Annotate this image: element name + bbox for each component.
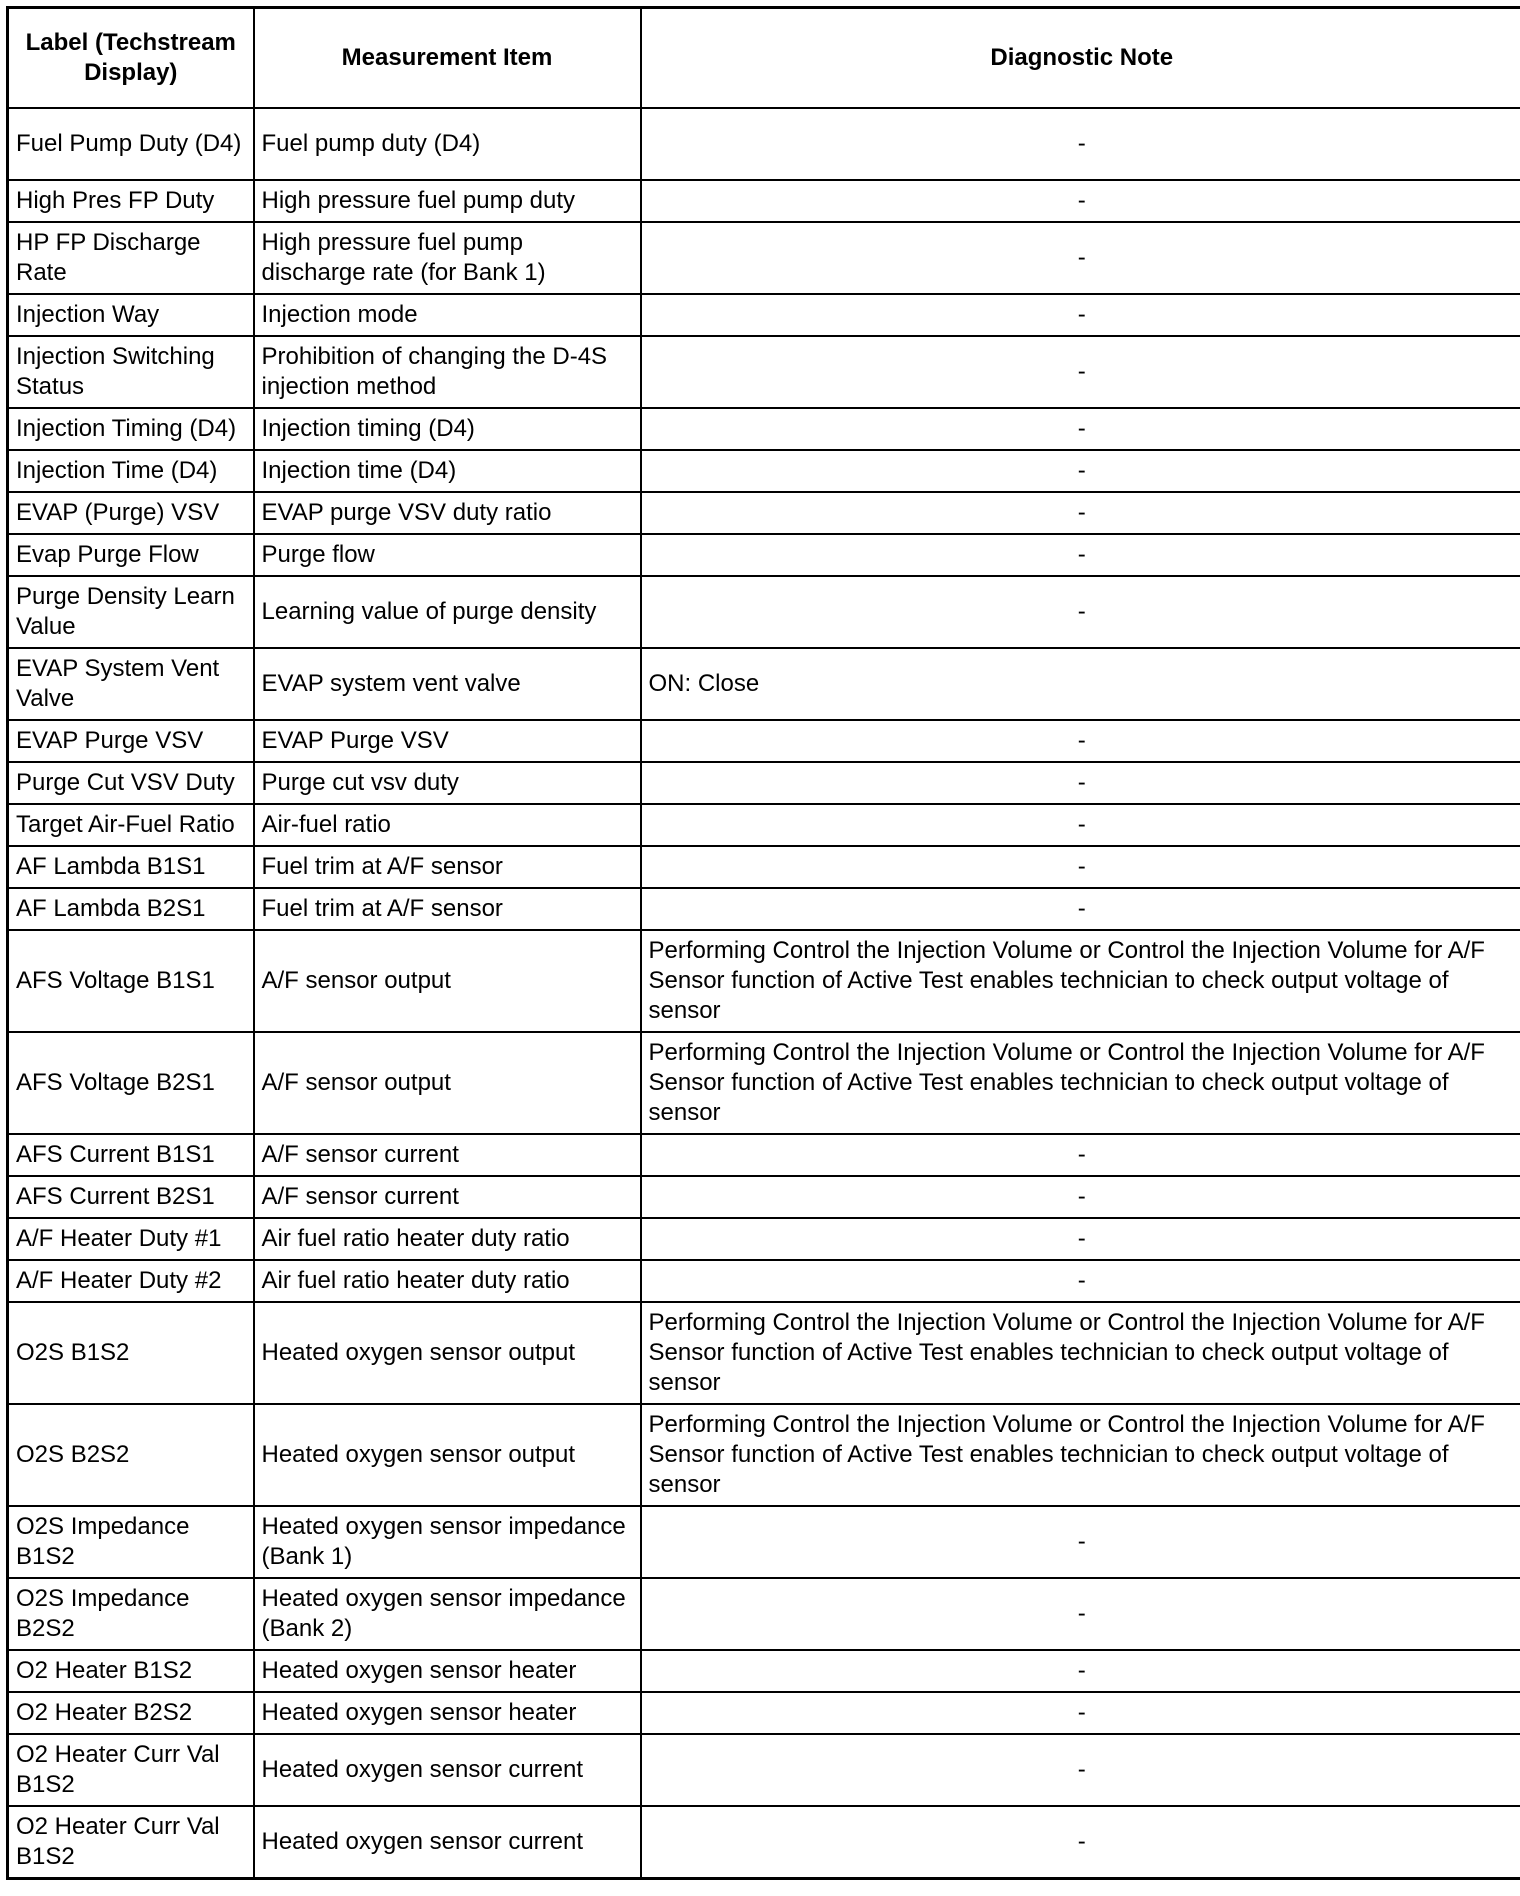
row-measurement-cell: A/F sensor output bbox=[254, 1032, 641, 1134]
row-measurement-cell: Heated oxygen sensor current bbox=[254, 1806, 641, 1879]
row-note-cell: - bbox=[641, 720, 1520, 762]
row-label-cell: AF Lambda B2S1 bbox=[8, 888, 254, 930]
row-note-cell: Performing Control the Injection Volume or Control the Injection Volume for A/F Sensor function of Active Test enables technician to check output voltage of sensor bbox=[641, 1302, 1520, 1404]
row-measurement-cell: Heated oxygen sensor impedance (Bank 2) bbox=[254, 1578, 641, 1650]
row-measurement-cell: Purge flow bbox=[254, 534, 641, 576]
row-measurement-cell: Injection mode bbox=[254, 294, 641, 336]
row-measurement-cell: EVAP Purge VSV bbox=[254, 720, 641, 762]
note-column-header: Diagnostic Note bbox=[641, 8, 1520, 109]
row-note-cell: - bbox=[641, 408, 1520, 450]
row-label-cell: HP FP Discharge Rate bbox=[8, 222, 254, 294]
table-row bbox=[8, 534, 1520, 576]
row-note-cell: Performing Control the Injection Volume or Control the Injection Volume for A/F Sensor function of Active Test enables technician to check output voltage of sensor bbox=[641, 930, 1520, 1032]
table-row bbox=[8, 804, 1520, 846]
table-row bbox=[8, 762, 1520, 804]
row-label-cell: EVAP System Vent Valve bbox=[8, 648, 254, 720]
table-row bbox=[8, 1806, 1520, 1879]
row-measurement-cell: Fuel trim at A/F sensor bbox=[254, 888, 641, 930]
row-measurement-cell: High pressure fuel pump discharge rate (for Bank 1) bbox=[254, 222, 641, 294]
data-list-sheet bbox=[6, 6, 1520, 1880]
measurement-column-header: Measurement Item bbox=[254, 8, 641, 109]
row-measurement-cell: EVAP system vent valve bbox=[254, 648, 641, 720]
row-label-cell: High Pres FP Duty bbox=[8, 180, 254, 222]
row-label-cell: O2S Impedance B1S2 bbox=[8, 1506, 254, 1578]
table-row bbox=[8, 108, 1520, 180]
row-label-cell: O2 Heater B1S2 bbox=[8, 1650, 254, 1692]
row-measurement-cell: Fuel trim at A/F sensor bbox=[254, 846, 641, 888]
row-label-cell: Evap Purge Flow bbox=[8, 534, 254, 576]
table-row bbox=[8, 720, 1520, 762]
row-measurement-cell: A/F sensor output bbox=[254, 930, 641, 1032]
label-column-header: Label (Techstream Display) bbox=[8, 8, 254, 109]
row-measurement-cell: Injection time (D4) bbox=[254, 450, 641, 492]
row-note-cell: - bbox=[641, 1806, 1520, 1879]
table-row bbox=[8, 1650, 1520, 1692]
row-label-cell: O2 Heater Curr Val B1S2 bbox=[8, 1806, 254, 1879]
row-measurement-cell: A/F sensor current bbox=[254, 1134, 641, 1176]
row-note-cell: Performing Control the Injection Volume or Control the Injection Volume for A/F Sensor function of Active Test enables technician to check output voltage of sensor bbox=[641, 1032, 1520, 1134]
row-label-cell: AFS Current B2S1 bbox=[8, 1176, 254, 1218]
table-row bbox=[8, 1218, 1520, 1260]
table-row bbox=[8, 180, 1520, 222]
row-note-cell: - bbox=[641, 1578, 1520, 1650]
row-note-cell: - bbox=[641, 294, 1520, 336]
row-label-cell: O2 Heater B2S2 bbox=[8, 1692, 254, 1734]
table-row bbox=[8, 294, 1520, 336]
row-measurement-cell: Fuel pump duty (D4) bbox=[254, 108, 641, 180]
row-note-cell: - bbox=[641, 762, 1520, 804]
table-row bbox=[8, 1578, 1520, 1650]
table-row bbox=[8, 1506, 1520, 1578]
row-label-cell: Injection Switching Status bbox=[8, 336, 254, 408]
row-note-cell: - bbox=[641, 576, 1520, 648]
row-note-cell: - bbox=[641, 180, 1520, 222]
row-note-cell: - bbox=[641, 450, 1520, 492]
row-label-cell: A/F Heater Duty #2 bbox=[8, 1260, 254, 1302]
table-row bbox=[8, 1734, 1520, 1806]
row-note-cell: - bbox=[641, 534, 1520, 576]
row-measurement-cell: Heated oxygen sensor heater bbox=[254, 1650, 641, 1692]
row-label-cell: Purge Density Learn Value bbox=[8, 576, 254, 648]
row-measurement-cell: EVAP purge VSV duty ratio bbox=[254, 492, 641, 534]
row-note-cell: - bbox=[641, 888, 1520, 930]
row-note-cell: - bbox=[641, 1134, 1520, 1176]
table-row bbox=[8, 450, 1520, 492]
row-measurement-cell: Air-fuel ratio bbox=[254, 804, 641, 846]
table-row bbox=[8, 1302, 1520, 1404]
row-label-cell: Target Air-Fuel Ratio bbox=[8, 804, 254, 846]
row-note-cell: - bbox=[641, 1650, 1520, 1692]
row-note-cell: - bbox=[641, 492, 1520, 534]
row-measurement-cell: Heated oxygen sensor impedance (Bank 1) bbox=[254, 1506, 641, 1578]
row-note-cell: - bbox=[641, 1260, 1520, 1302]
table-header-row bbox=[8, 8, 1520, 109]
row-label-cell: O2S B2S2 bbox=[8, 1404, 254, 1506]
table-row bbox=[8, 1692, 1520, 1734]
row-note-cell: - bbox=[641, 846, 1520, 888]
row-label-cell: Injection Time (D4) bbox=[8, 450, 254, 492]
table-row bbox=[8, 576, 1520, 648]
row-label-cell: AFS Current B1S1 bbox=[8, 1134, 254, 1176]
row-note-cell: - bbox=[641, 336, 1520, 408]
row-measurement-cell: Heated oxygen sensor output bbox=[254, 1404, 641, 1506]
row-measurement-cell: Injection timing (D4) bbox=[254, 408, 641, 450]
row-label-cell: AFS Voltage B2S1 bbox=[8, 1032, 254, 1134]
row-label-cell: EVAP Purge VSV bbox=[8, 720, 254, 762]
row-measurement-cell: Air fuel ratio heater duty ratio bbox=[254, 1218, 641, 1260]
row-note-cell: - bbox=[641, 1506, 1520, 1578]
row-measurement-cell: A/F sensor current bbox=[254, 1176, 641, 1218]
table-body bbox=[8, 108, 1520, 1879]
row-measurement-cell: Heated oxygen sensor current bbox=[254, 1734, 641, 1806]
table-row bbox=[8, 846, 1520, 888]
row-measurement-cell: Learning value of purge density bbox=[254, 576, 641, 648]
row-label-cell: O2 Heater Curr Val B1S2 bbox=[8, 1734, 254, 1806]
table-row bbox=[8, 1404, 1520, 1506]
row-label-cell: O2S Impedance B2S2 bbox=[8, 1578, 254, 1650]
row-label-cell: A/F Heater Duty #1 bbox=[8, 1218, 254, 1260]
row-measurement-cell: Purge cut vsv duty bbox=[254, 762, 641, 804]
row-measurement-cell: Heated oxygen sensor heater bbox=[254, 1692, 641, 1734]
table-row bbox=[8, 1260, 1520, 1302]
row-label-cell: Injection Timing (D4) bbox=[8, 408, 254, 450]
row-measurement-cell: Air fuel ratio heater duty ratio bbox=[254, 1260, 641, 1302]
row-label-cell: AF Lambda B1S1 bbox=[8, 846, 254, 888]
row-note-cell: - bbox=[641, 222, 1520, 294]
table-row bbox=[8, 1032, 1520, 1134]
row-label-cell: Purge Cut VSV Duty bbox=[8, 762, 254, 804]
table-row bbox=[8, 1176, 1520, 1218]
table-row bbox=[8, 336, 1520, 408]
row-measurement-cell: Prohibition of changing the D-4S injection method bbox=[254, 336, 641, 408]
row-label-cell: Injection Way bbox=[8, 294, 254, 336]
row-label-cell: EVAP (Purge) VSV bbox=[8, 492, 254, 534]
row-label-cell: O2S B1S2 bbox=[8, 1302, 254, 1404]
row-measurement-cell: Heated oxygen sensor output bbox=[254, 1302, 641, 1404]
row-note-cell: - bbox=[641, 1218, 1520, 1260]
row-note-cell: Performing Control the Injection Volume or Control the Injection Volume for A/F Sensor function of Active Test enables technician to check output voltage of sensor bbox=[641, 1404, 1520, 1506]
table-row bbox=[8, 222, 1520, 294]
row-note-cell: - bbox=[641, 108, 1520, 180]
table-row bbox=[8, 930, 1520, 1032]
row-note-cell: - bbox=[641, 1176, 1520, 1218]
table-row bbox=[8, 408, 1520, 450]
row-note-cell: - bbox=[641, 1734, 1520, 1806]
table-row bbox=[8, 648, 1520, 720]
row-label-cell: AFS Voltage B1S1 bbox=[8, 930, 254, 1032]
row-note-cell: - bbox=[641, 1692, 1520, 1734]
table-row bbox=[8, 888, 1520, 930]
row-note-cell: ON: Close bbox=[641, 648, 1520, 720]
row-measurement-cell: High pressure fuel pump duty bbox=[254, 180, 641, 222]
row-note-cell: - bbox=[641, 804, 1520, 846]
table-row bbox=[8, 492, 1520, 534]
data-list-table bbox=[6, 6, 1520, 1880]
table-row bbox=[8, 1134, 1520, 1176]
row-label-cell: Fuel Pump Duty (D4) bbox=[8, 108, 254, 180]
